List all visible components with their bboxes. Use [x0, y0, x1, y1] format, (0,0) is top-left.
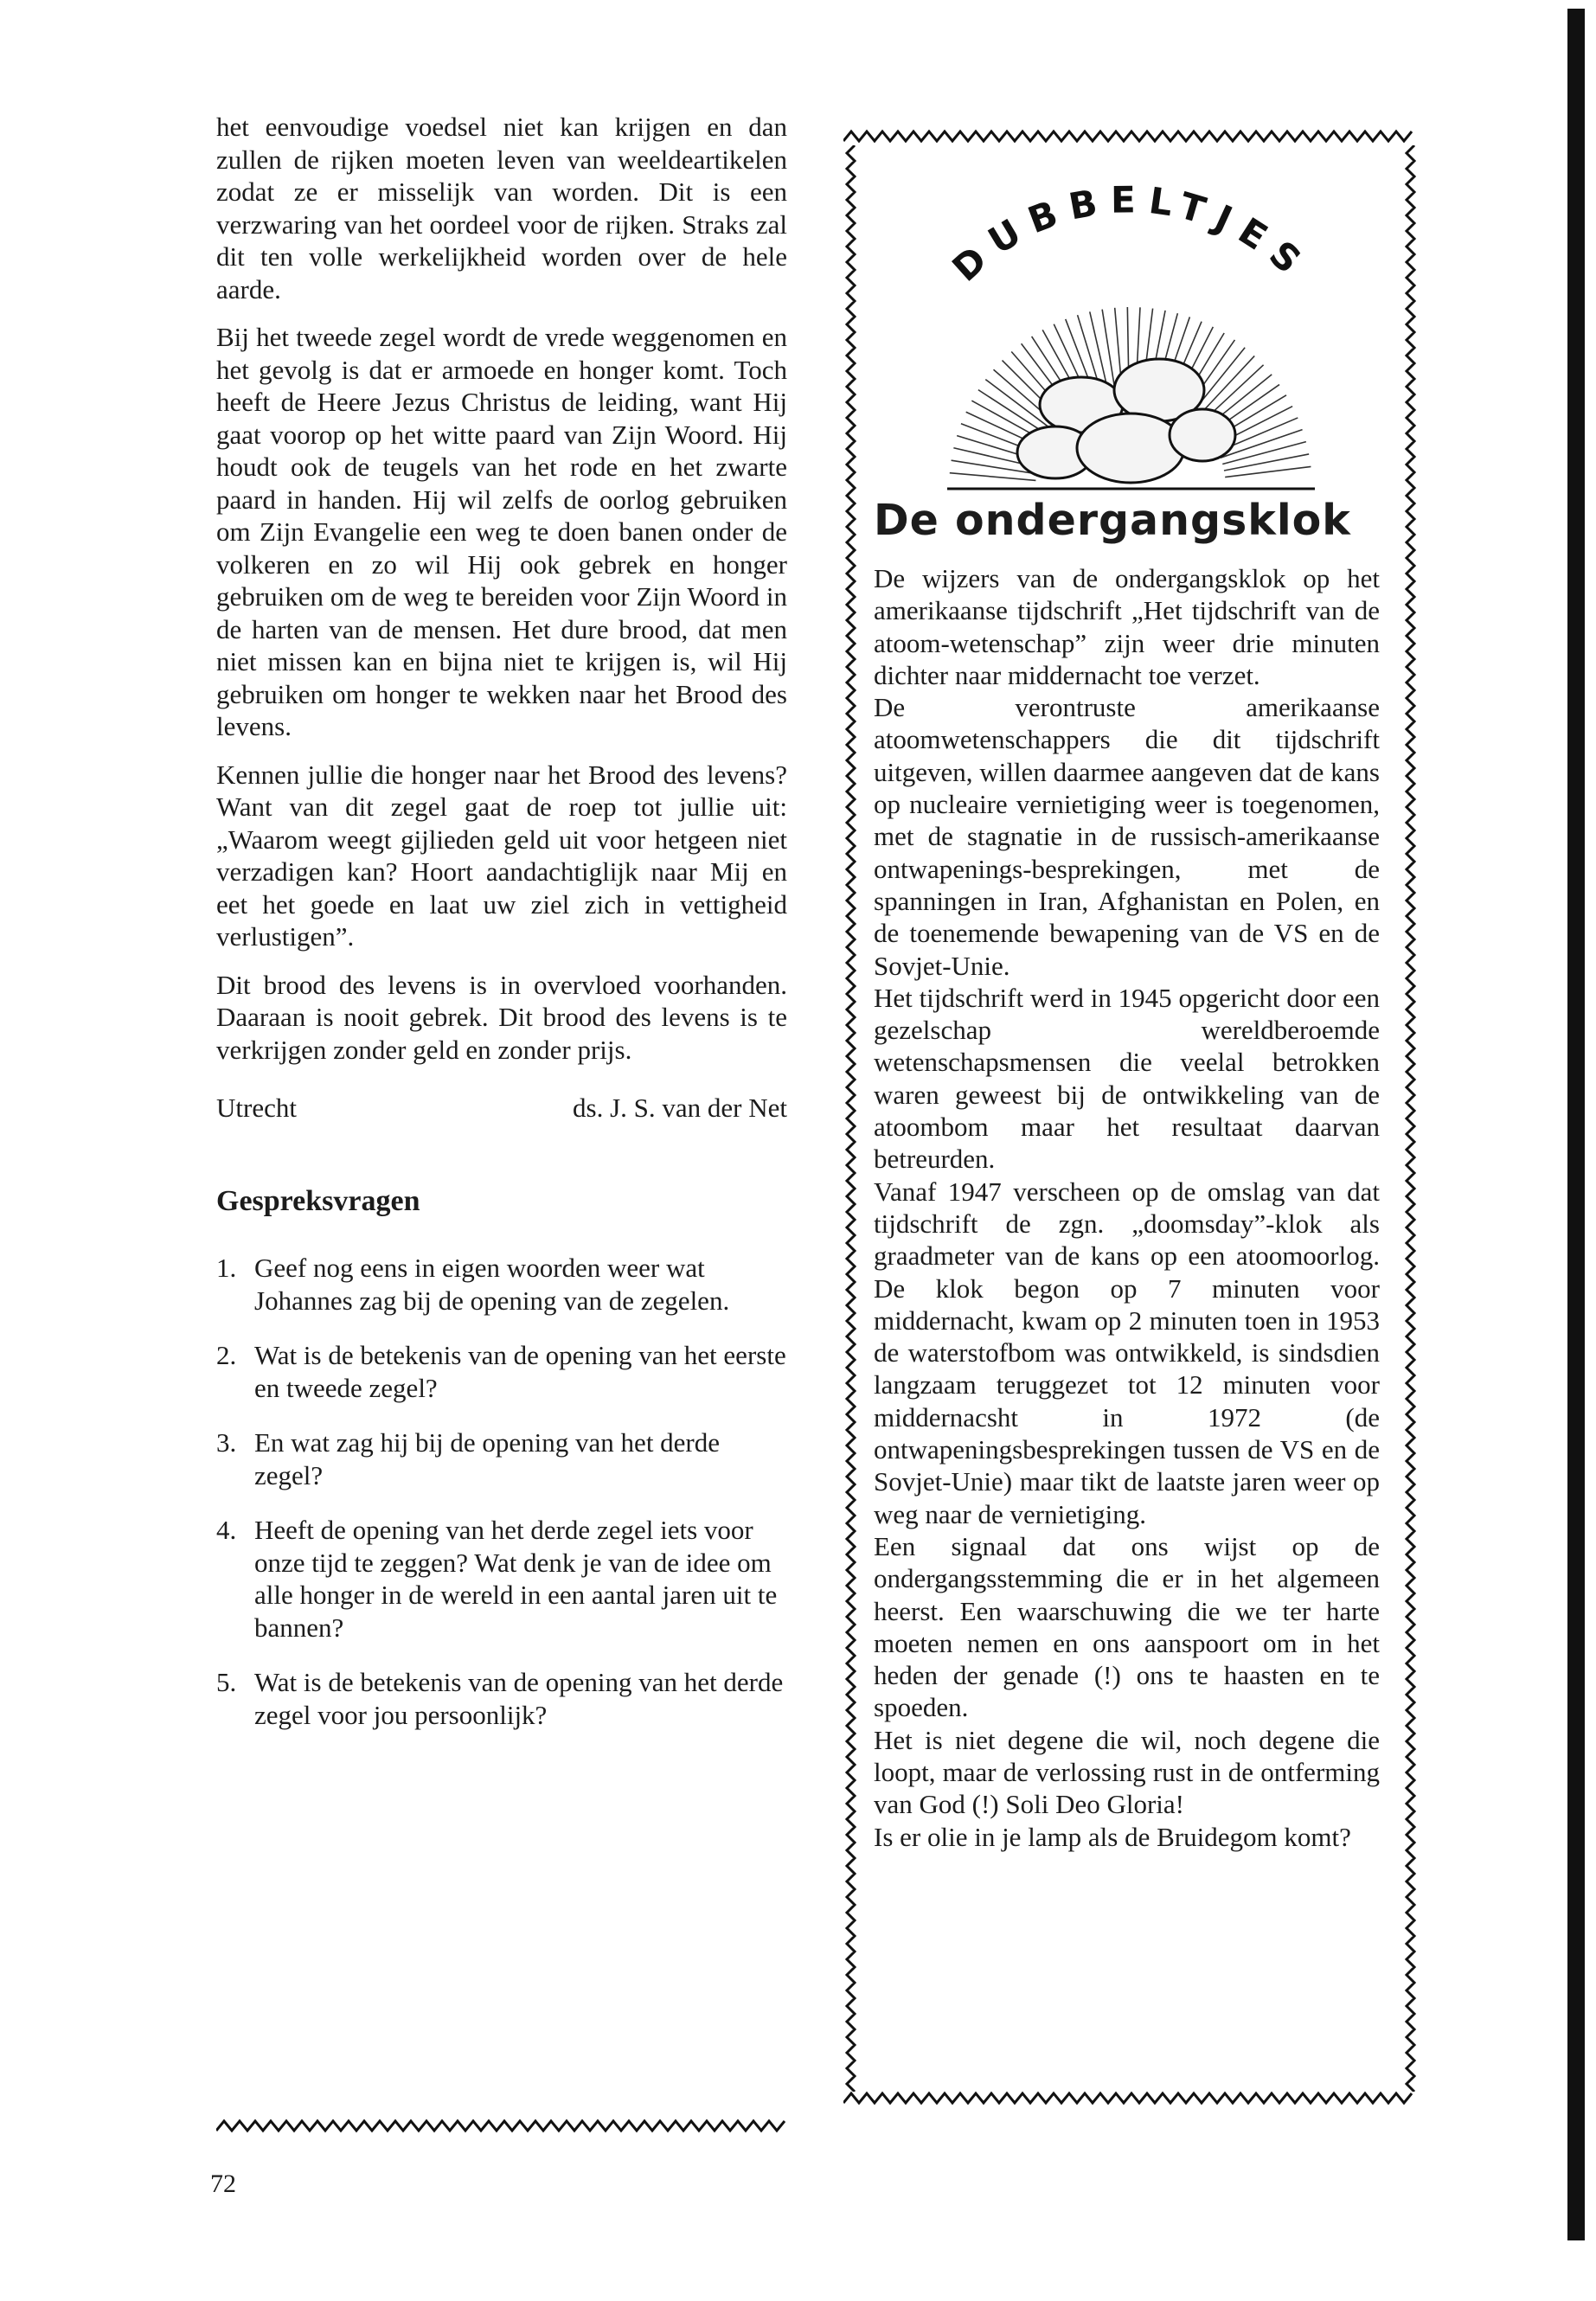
- article-paragraph: Het is niet degene die wil, noch degene die loopt, maar de verlossing rust in de ontferming van God (!) Soli Deo Gloria!: [874, 1724, 1380, 1820]
- page-edge-bar: [1567, 9, 1585, 2240]
- question-item: [216, 1666, 787, 1731]
- page-number: 72: [210, 2170, 236, 2198]
- question-text: Wat is de betekenis van de opening van het derde zegel voor jou persoonlijk?: [254, 1667, 784, 1730]
- sidebar-box: [843, 128, 1419, 2109]
- questions-heading: Gespreksvragen: [216, 1184, 420, 1217]
- signature: [216, 1092, 787, 1125]
- question-number: 5.: [216, 1667, 237, 1697]
- question-number: 4.: [216, 1515, 237, 1545]
- signature-author: ds. J. S. van der Net: [573, 1093, 787, 1123]
- question-item: [216, 1514, 787, 1644]
- article-paragraph: Het tijdschrift werd in 1945 opgericht door een gezelschap wereldberoemde wetenschapsmensen die veelal betrokken waren geweest bij de ontwikkeling van de atoombom maar het resultaat daarvan betreurden.: [874, 982, 1380, 1175]
- box-right-zigzag-border: [1403, 145, 1419, 2092]
- paragraph: Dit brood des levens is in overvloed voorhanden. Daaraan is nooit gebrek. Dit brood des levens is te verkrijgen zonder geld en zonder prijs.: [216, 969, 787, 1065]
- article-paragraph: Is er olie in je lamp als de Bruidegom komt?: [874, 1821, 1351, 1852]
- question-number: 3.: [216, 1427, 237, 1458]
- paragraph: Kennen jullie die honger naar het Brood des levens? Want van dit zegel gaat de roep tot jullie uit: „Waarom weegt gijlieden geld uit voor hetgeen niet verzadigen kan? Hoort aandachtiglijk naar Mij en eet het goede en laat uw ziel zich in vettigheid verlustigen”.: [216, 759, 787, 952]
- box-top-zigzag-border: [843, 128, 1419, 147]
- question-text: En wat zag hij bij de opening van het derde zegel?: [254, 1427, 721, 1490]
- question-number: 1.: [216, 1253, 237, 1283]
- paragraph: het eenvoudige voedsel niet kan krijgen en dan zullen de rijken moeten leven van weeldeartikelen zodat ze er misselijk van worden. Dit is een verzwaring van het oordeel voor de rijken. Straks zal dit ten volle werkelijkheid worden over de hele aarde.: [216, 112, 787, 304]
- article-title: De ondergangsklok: [874, 496, 1351, 545]
- box-left-zigzag-border: [843, 145, 859, 2092]
- masthead-title: DUBBELTJES: [944, 178, 1318, 290]
- article-body: [874, 562, 1380, 1853]
- paragraph: Bij het tweede zegel wordt de vrede weggenomen en het gevolg is dat er armoede en honger komt. Toch heeft de Heere Jezus Christus de leiding, want Hij gaat voorop op het witte paard van Zijn Woord. Hij houdt ook de teugels van het rode en het zwarte paard in handen. Hij wil zelfs de oorlog gebruiken om Zijn Evangelie een weg te doen banen onder de volkeren en zo wil Hij ook gebrek en honger gebruiken om de weg te bereiden voor Zijn Woord in de harten van de mensen. Het dure brood, dat men niet missen kan en bijna niet te krijgen is, wil Hij gebruiken om honger te wekken naar het Brood des levens.: [216, 322, 787, 741]
- box-bottom-zigzag-border: [843, 2090, 1419, 2109]
- left-column: [216, 111, 787, 1753]
- left-bottom-zigzag-border: [216, 2118, 787, 2137]
- article-paragraph: De verontruste amerikaanse atoomwetenschappers die dit tijdschrift uitgeven, willen daarmee aangeven dat de kans op nucleaire vernietiging weer is toegenomen, met de stagnatie in de russisch-amerikaanse ontwapenings-besprekingen, met de spanningen in Iran, Afghanistan en Polen, en de toenemende bewapening van de VS en de Sovjet-Unie.: [874, 692, 1380, 981]
- coins-illustration: [1017, 359, 1235, 483]
- question-number: 2.: [216, 1340, 237, 1370]
- question-item: [216, 1339, 787, 1404]
- question-item: [216, 1252, 787, 1317]
- article-paragraph: Een signaal dat ons wijst op de ondergangsstemming die er in het algemeen heerst. Een waarschuwing die we ter harte moeten nemen en ons aanspoort om in het heden der genade (!) ons te haasten en te spoeden.: [874, 1530, 1380, 1723]
- article-paragraph: Vanaf 1947 verscheen op de omslag van dat tijdschrift de zgn. „doomsday”-klok als graadmeter van de kans op een atoomoorlog. De klok begon op 7 minuten voor middernacht, kwam op 2 minuten toen in 1953 de waterstofbom was ontwikkeld, is sindsdien langzaam teruggezet tot 12 minuten voor middernacsht in 1972 (de ontwapeningsbesprekingen tussen de VS en de Sovjet-Unie) maar tikt de laatste jaren weer op weg naar de vernietiging.: [874, 1176, 1380, 1529]
- article-paragraph: De wijzers van de ondergangsklok op het amerikaanse tijdschrift „Het tijdschrift van de atoom-wetenschap” zijn weer drie minuten dichter naar middernacht toe verzet.: [874, 563, 1380, 690]
- masthead-illustration: [861, 176, 1401, 625]
- questions-list: [216, 1252, 787, 1731]
- question-item: [216, 1426, 787, 1491]
- question-text: Geef nog eens in eigen woorden weer wat Johannes zag bij de opening van de zegelen.: [254, 1253, 730, 1316]
- question-text: Wat is de betekenis van de opening van het eerste en tweede zegel?: [254, 1340, 786, 1403]
- question-text: Heeft de opening van het derde zegel iets voor onze tijd te zeggen? Wat denk je van de idee om alle honger in de wereld in een aantal jaren uit te bannen?: [254, 1515, 778, 1643]
- signature-place: Utrecht: [216, 1093, 297, 1123]
